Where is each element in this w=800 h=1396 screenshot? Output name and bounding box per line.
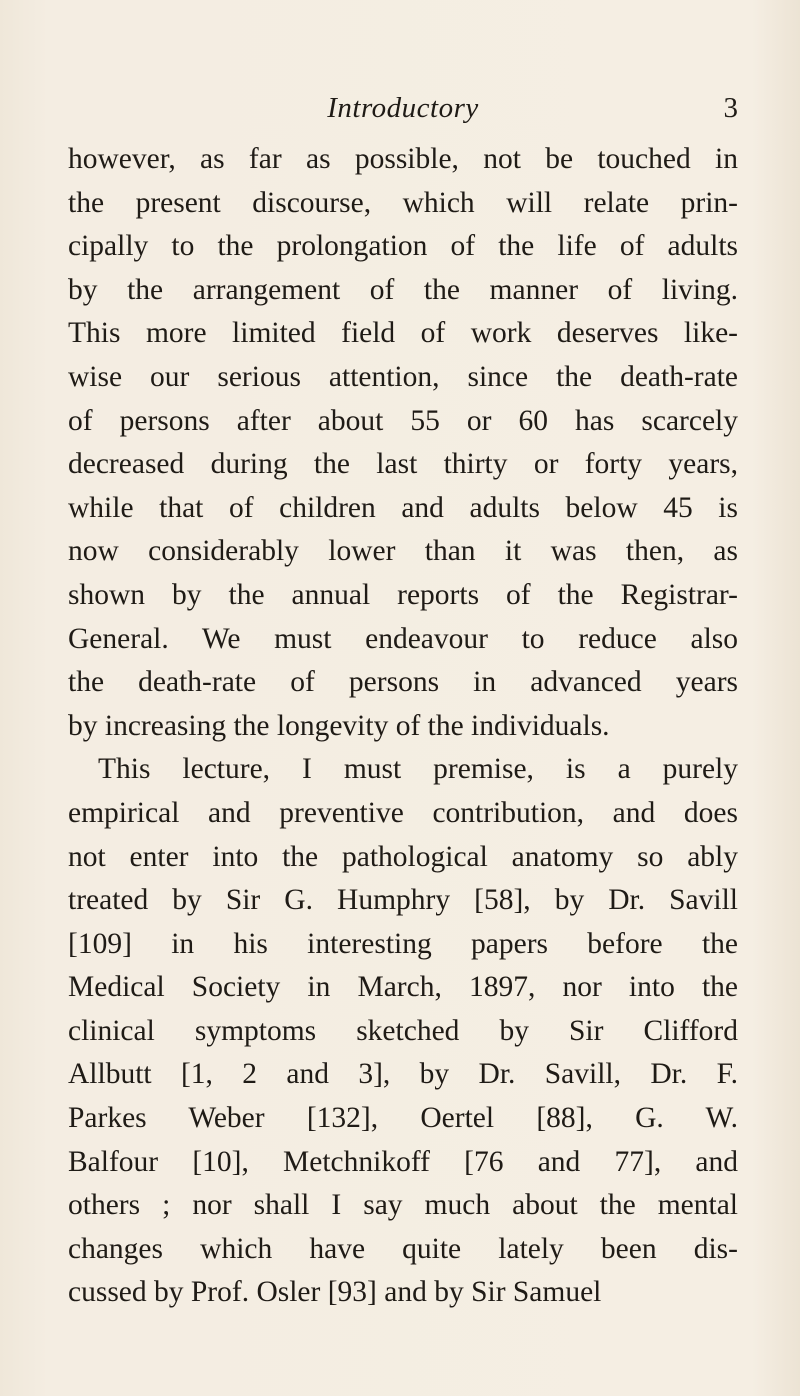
text-line: the present discourse, which will relate prin- [68, 186, 738, 219]
text-line: [109] in his interesting papers before the [68, 927, 738, 960]
text-line: cussed by Prof. Osler [93] and by Sir Samuel [68, 1276, 602, 1309]
text-line: by increasing the longevity of the individuals. [68, 709, 610, 742]
text-line: of persons after about 55 or 60 has scarcely [68, 404, 738, 437]
text-line: now considerably lower than it was then, as [68, 535, 738, 568]
body-text [68, 138, 738, 1315]
text-line: wise our serious attention, since the death-rate [68, 360, 738, 393]
text-line: the death-rate of persons in advanced years [68, 666, 738, 699]
text-line: clinical symptoms sketched by Sir Clifford [68, 1014, 738, 1047]
text-line: Allbutt [1, 2 and 3], by Dr. Savill, Dr. F. [68, 1058, 738, 1091]
text-line: shown by the annual reports of the Registrar- [68, 578, 738, 611]
paragraph-start-line: This lecture, I must premise, is a purely [98, 753, 738, 786]
text-line: This more limited field of work deserves like- [68, 317, 738, 350]
text-line: Parkes Weber [132], Oertel [88], G. W. [68, 1102, 738, 1135]
text-line: by the arrangement of the manner of living. [68, 273, 738, 306]
running-head [68, 92, 738, 132]
text-line: Medical Society in March, 1897, nor into the [68, 971, 738, 1004]
text-line: while that of children and adults below 45 is [68, 491, 738, 524]
text-line: Balfour [10], Metchnikoff [76 and 77], and [68, 1145, 738, 1178]
text-line: treated by Sir G. Humphry [58], by Dr. Savill [68, 884, 738, 917]
running-title: Introductory [327, 92, 479, 124]
text-line: others ; nor shall I say much about the mental [68, 1189, 738, 1222]
text-line: General. We must endeavour to reduce also [68, 622, 738, 655]
text-line: cipally to the prolongation of the life of adults [68, 230, 738, 263]
page-number: 3 [723, 92, 738, 124]
text-line: not enter into the pathological anatomy so ably [68, 840, 738, 873]
text-line: decreased during the last thirty or forty years, [68, 448, 738, 481]
text-line: changes which have quite lately been dis- [68, 1232, 738, 1265]
text-line: however, as far as possible, not be touched in [68, 143, 738, 175]
text-line: empirical and preventive contribution, and does [68, 796, 738, 829]
